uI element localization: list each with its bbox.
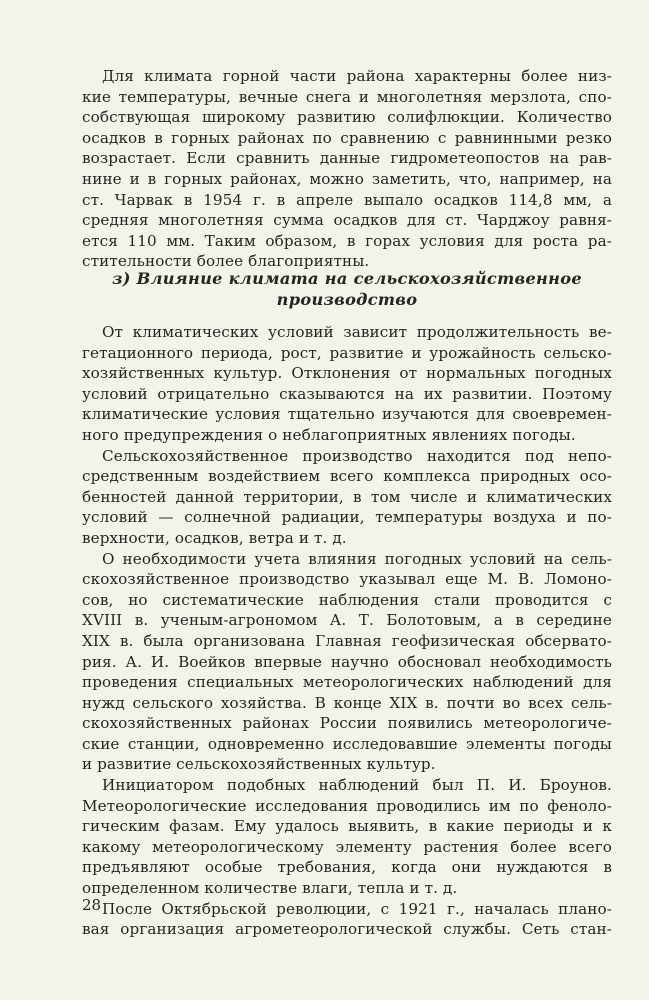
text-line: Для климата горной части района характерны более низ- <box>102 67 612 85</box>
section-heading <box>82 268 612 310</box>
text-line: хозяйственных культур. Отклонения от нормальных погодных <box>82 364 612 383</box>
text-line: бенностей данной территории, в том числе и климатических <box>82 487 612 506</box>
text-line: После Октябрьской революции, с 1921 г., началась плано- <box>102 899 612 918</box>
text-line: условий — солнечной радиации, температуры воздуха и по- <box>82 508 612 527</box>
text-line: XVIII в. ученым-агрономом А. Т. Болотовым, а в середине <box>82 611 612 630</box>
text-line: Инициатором подобных наблюдений был П. И. Броунов. <box>102 776 612 795</box>
text-line: Метеорологические исследования проводились им по феноло- <box>82 796 612 815</box>
text-line: нужд сельского хозяйства. В конце XIX в. почти во всех сель- <box>82 693 612 712</box>
paragraph-mountain-climate <box>82 66 612 272</box>
section-heading-line: з) Влияние климата на сельскохозяйственное <box>112 269 582 288</box>
page-number: 28 <box>82 896 102 914</box>
text-line: осадков в горных районах по сравнению с равнинными резко <box>82 128 612 147</box>
text-line: вая организация агрометеорологической службы. Сеть стан- <box>82 920 612 939</box>
text-line: рия. А. И. Воейков впервые научно обосновал необходимость <box>82 652 612 671</box>
section-body <box>82 322 612 940</box>
section-heading-line: производство <box>276 290 418 309</box>
text-line: сов, но систематические наблюдения стали проводится с <box>82 590 612 609</box>
text-line: какому метеорологическому элементу растения более всего <box>82 837 612 856</box>
text-line: О необходимости учета влияния погодных условий на сель- <box>102 549 612 568</box>
text-line: ется 110 мм. Таким образом, в горах условия для роста ра- <box>82 231 612 250</box>
text-line: и развитие сельскохозяйственных культур. <box>82 755 436 774</box>
text-line: средняя многолетняя сумма осадков для ст. Чарджоу равня- <box>82 211 612 230</box>
text-line: гическим фазам. Ему удалось выявить, в какие периоды и к <box>82 817 612 836</box>
text-line: проведения специальных метеорологических наблюдений для <box>82 673 612 692</box>
text-line: ские станции, одновременно исследовавшие элементы погоды <box>82 734 612 753</box>
text-line: ст. Чарвак в 1954 г. в апреле выпало осадков 114,8 мм, а <box>82 190 612 209</box>
text-line: стительности более благоприятны. <box>82 252 370 271</box>
text-line: климатические условия тщательно изучаются для своевремен- <box>82 405 612 424</box>
text-line: гетационного периода, рост, развитие и урожайность сельско- <box>82 343 612 362</box>
text-line: нине и в горных районах, можно заметить, что, например, на <box>82 169 612 188</box>
text-line: ного предупреждения о неблагоприятных явлениях погоды. <box>82 425 576 444</box>
text-line: возрастает. Если сравнить данные гидрометеопостов на рав- <box>82 149 612 168</box>
text-line: собствующая широкому развитию солифлюкции. Количество <box>82 108 612 127</box>
text-line: верхности, осадков, ветра и т. д. <box>82 528 347 547</box>
text-line: скохозяйственное производство указывал еще М. В. Ломоно- <box>82 570 612 589</box>
text-line: предъявляют особые требования, когда они нуждаются в <box>82 858 612 877</box>
text-line: средственным воздействием всего комплекса природных осо- <box>82 467 612 486</box>
text-line: скохозяйственных районах России появились метеорологиче- <box>82 714 612 733</box>
text-line: Сельскохозяйственное производство находится под непо- <box>102 446 612 465</box>
text-line: определенном количестве влаги, тепла и т. д. <box>82 879 458 898</box>
text-line: условий отрицательно сказываются на их развитии. Поэтому <box>82 384 612 403</box>
text-line: кие температуры, вечные снега и многолетняя мерзлота, спо- <box>82 87 612 106</box>
text-line: XIX в. была организована Главная геофизическая обсервато- <box>82 631 612 650</box>
text-line: От климатических условий зависит продолжительность ве- <box>102 323 612 341</box>
